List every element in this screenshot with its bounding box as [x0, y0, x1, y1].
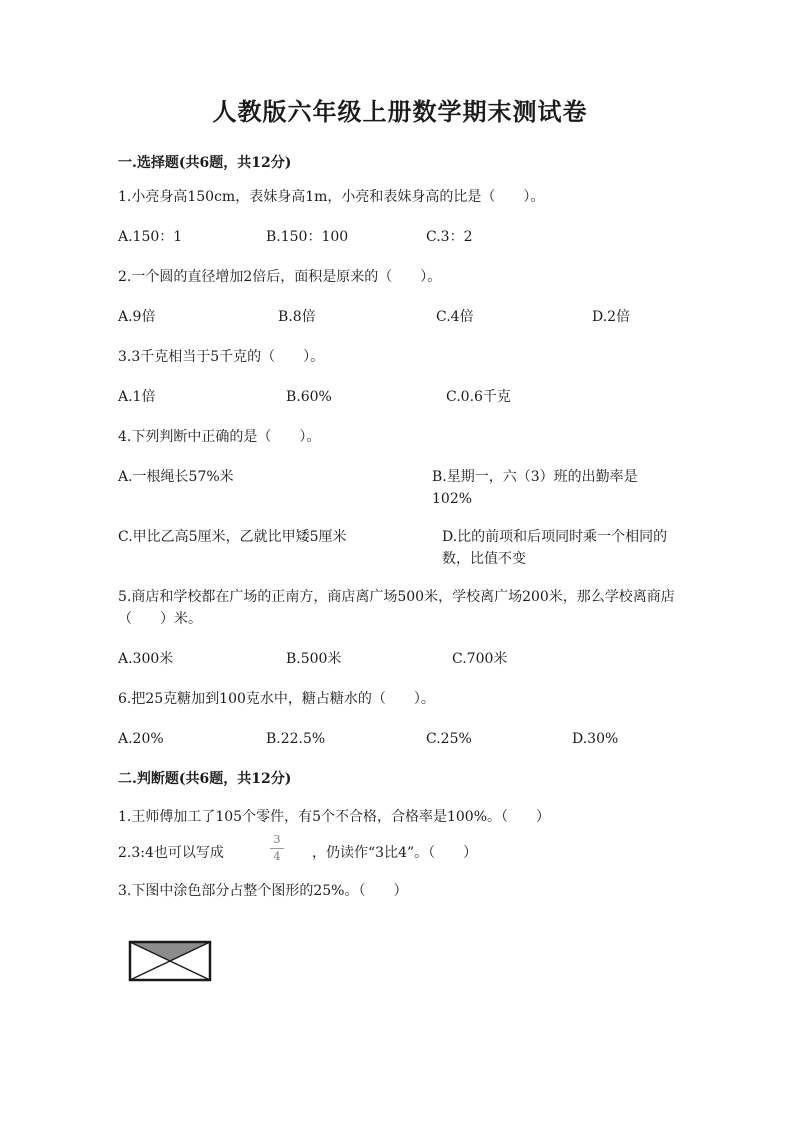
option: A.150：1 — [118, 229, 183, 245]
section-heading-choice: 一.选择题(共6题，共12分) — [118, 155, 292, 171]
question-text: 2.一个圆的直径增加2倍后，面积是原来的（ ）。 — [118, 269, 442, 285]
shaded-rectangle-figure — [128, 940, 212, 982]
question-text: 1.王师傅加工了105个零件，有5个不合格，合格率是100%。（ ） — [118, 809, 551, 825]
question-text-after: ，仍读作“3比4”。（ ） — [312, 845, 478, 861]
fraction-numerator: 3 — [273, 833, 281, 846]
fraction-bar — [270, 848, 284, 849]
option: D.比的前项和后项同时乘一个相同的数，比值不变 — [442, 529, 668, 567]
question-text: 6.把25克糖加到100克水中，糖占糖水的（ ）。 — [118, 691, 435, 707]
option: B.500米 — [286, 651, 342, 667]
option: A.一根绳长57%米 — [118, 469, 234, 485]
option: B.22.5% — [266, 731, 326, 747]
question-text: 1.小亮身高150cm，表妹身高1m，小亮和表妹身高的比是（ ）。 — [118, 189, 545, 205]
question-text: 3.3千克相当于5千克的（ ）。 — [118, 349, 325, 365]
option: A.1倍 — [118, 389, 156, 405]
shaded-triangle — [130, 942, 210, 961]
option: C.甲比乙高5厘米，乙就比甲矮5厘米 — [118, 529, 347, 545]
question-text: 3.下图中涂色部分占整个图形的25%。（ ） — [118, 883, 408, 899]
option: B.8倍 — [278, 309, 316, 325]
fraction — [268, 833, 286, 864]
option: A.9倍 — [118, 309, 156, 325]
option: C.4倍 — [436, 309, 474, 325]
option: C.700米 — [452, 651, 508, 667]
option: D.30% — [572, 731, 619, 747]
option: C.3：2 — [426, 229, 473, 245]
question-text-before: 2.3:4也可以写成 — [118, 845, 224, 861]
option: C.25% — [426, 731, 472, 747]
question-text: 4.下列判断中正确的是（ ）。 — [118, 429, 321, 445]
option: A.300米 — [118, 651, 174, 667]
option: B.60% — [286, 389, 332, 405]
fraction-denominator: 4 — [273, 850, 281, 863]
option: A.20% — [118, 731, 164, 747]
option: C.0.6千克 — [446, 389, 511, 405]
option: D.2倍 — [592, 309, 631, 325]
option: B.星期一，六（3）班的出勤率是102% — [432, 469, 638, 507]
option: B.150：100 — [266, 229, 349, 245]
question-text: 5.商店和学校都在广场的正南方，商店离广场500米，学校离广场200米，那么学校离商店（ ）米。 — [118, 589, 675, 627]
page-title: 人教版六年级上册数学期末测试卷 — [212, 97, 588, 126]
section-heading-judgement: 二.判断题(共6题，共12分) — [118, 771, 292, 787]
